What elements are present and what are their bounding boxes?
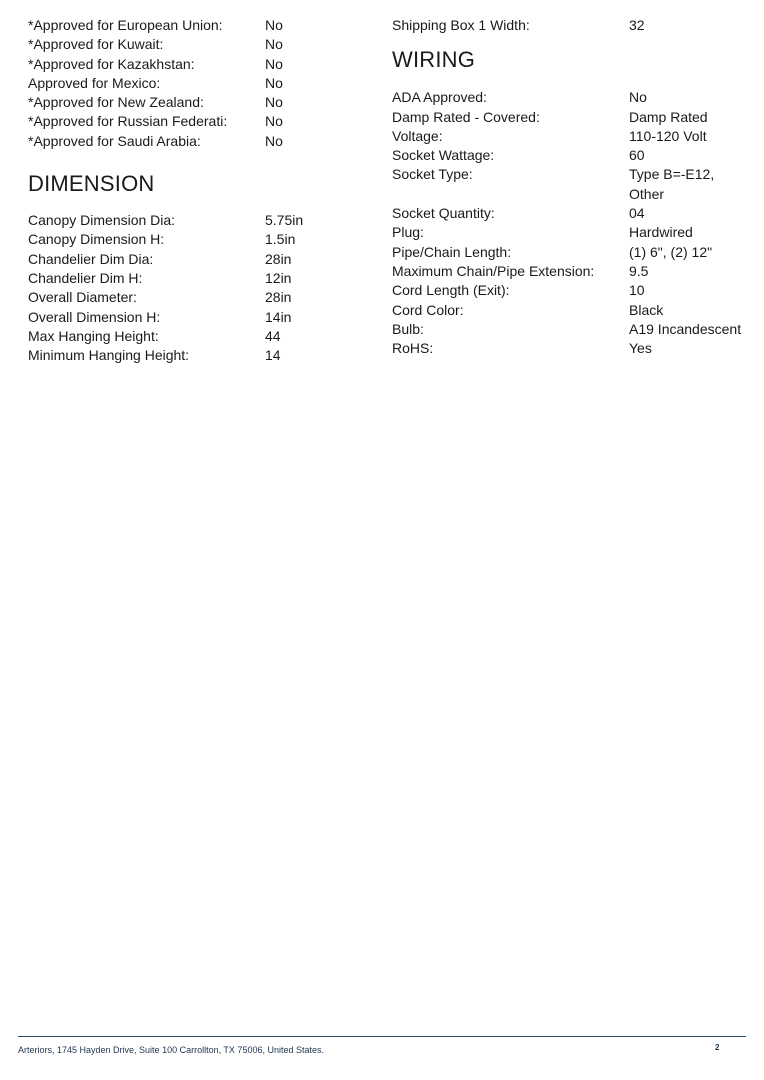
spec-label: Plug: — [392, 224, 424, 241]
spec-row — [392, 88, 752, 107]
spec-value: 5.75in — [265, 212, 304, 229]
page-number: 2 — [715, 1043, 720, 1052]
spec-label: Cord Length (Exit): — [392, 282, 510, 299]
spec-value: 14in — [265, 308, 292, 325]
spec-label: Maximum Chain/Pipe Extension: — [392, 262, 595, 279]
spec-value: 44 — [265, 327, 281, 344]
wiring-heading: WIRING — [392, 47, 476, 73]
spec-row — [28, 132, 368, 151]
spec-value: No — [265, 132, 283, 149]
spec-value: No — [265, 113, 283, 130]
spec-label: Chandelier Dim Dia: — [28, 250, 154, 267]
spec-label: Damp Rated - Covered: — [392, 108, 540, 125]
spec-value: 10 — [629, 282, 645, 299]
spec-value: 28in — [265, 250, 292, 267]
spec-label: RoHS: — [392, 340, 434, 357]
footer-address: Arteriors, 1745 Hayden Drive, Suite 100 Carrollton, TX 75006, United States. — [18, 1045, 324, 1055]
spec-row — [392, 165, 752, 204]
spec-row — [392, 16, 752, 35]
spec-row — [28, 250, 368, 269]
spec-label: ADA Approved: — [392, 89, 487, 106]
spec-label: Approved for Mexico: — [28, 74, 161, 91]
spec-row — [392, 108, 752, 127]
spec-label: Minimum Hanging Height: — [28, 347, 190, 364]
spec-value: 32 — [629, 17, 645, 33]
spec-label: Cord Color: — [392, 301, 464, 318]
dimension-heading: DIMENSION — [28, 171, 155, 197]
spec-row — [28, 308, 368, 327]
spec-row — [28, 112, 368, 131]
spec-row — [392, 204, 752, 223]
spec-value: Black — [629, 301, 664, 318]
spec-row — [392, 262, 752, 281]
spec-value: No — [265, 17, 283, 33]
wiring-list — [392, 88, 752, 358]
spec-row — [392, 320, 752, 339]
spec-value: 14 — [265, 347, 281, 364]
spec-value: 60 — [629, 147, 645, 164]
spec-row — [28, 327, 368, 346]
spec-value: Damp Rated — [629, 108, 708, 125]
spec-row — [392, 281, 752, 300]
spec-row — [28, 346, 368, 365]
spec-label: Max Hanging Height: — [28, 327, 159, 344]
spec-label: Socket Type: — [392, 166, 473, 183]
spec-label: Overall Dimension H: — [28, 308, 161, 325]
spec-value: Hardwired — [629, 224, 693, 241]
spec-value: Type B=-E12, Other — [629, 166, 715, 202]
spec-label: Socket Quantity: — [392, 205, 495, 222]
spec-label: Shipping Box 1 Width: — [392, 17, 530, 33]
spec-value: No — [265, 36, 283, 53]
spec-row — [392, 301, 752, 320]
spec-value: No — [629, 89, 647, 106]
spec-value: 04 — [629, 205, 645, 222]
spec-row — [28, 211, 368, 230]
spec-row — [392, 339, 752, 358]
spec-row — [28, 74, 368, 93]
spec-value: A19 Incandescent — [629, 320, 742, 337]
spec-value: 12in — [265, 269, 292, 286]
spec-value: Yes — [629, 340, 652, 357]
right-column — [392, 16, 752, 358]
spec-label: *Approved for Saudi Arabia: — [28, 132, 201, 149]
spec-value: 1.5in — [265, 231, 296, 248]
dimensions-list — [28, 211, 368, 365]
spec-label: Overall Diameter: — [28, 289, 137, 306]
shipping-list — [392, 16, 752, 35]
spec-label: *Approved for Russian Federati: — [28, 113, 228, 130]
spec-value: No — [265, 74, 283, 91]
approvals-list — [28, 16, 368, 151]
spec-label: *Approved for Kuwait: — [28, 36, 164, 53]
spec-label: *Approved for Kazakhstan: — [28, 55, 195, 72]
spec-row — [28, 230, 368, 249]
footer-divider — [18, 1036, 746, 1037]
spec-value: 28in — [265, 289, 292, 306]
spec-value: No — [265, 94, 283, 111]
spec-row — [28, 55, 368, 74]
spec-label: Pipe/Chain Length: — [392, 243, 512, 260]
left-column — [28, 16, 368, 365]
spec-row — [28, 269, 368, 288]
spec-label: Bulb: — [392, 320, 424, 337]
spec-value: No — [265, 55, 283, 72]
spec-row — [392, 243, 752, 262]
spec-label: Voltage: — [392, 127, 443, 144]
spec-value: (1) 6", (2) 12" — [629, 243, 713, 260]
spec-row — [28, 288, 368, 307]
spec-value: 110-120 Volt — [629, 127, 707, 144]
spec-label: *Approved for New Zealand: — [28, 94, 204, 111]
spec-row — [392, 127, 752, 146]
spec-row — [28, 35, 368, 54]
spec-row — [392, 146, 752, 165]
spec-label: Socket Wattage: — [392, 147, 495, 164]
spec-label: Canopy Dimension H: — [28, 231, 165, 248]
spec-label: *Approved for European Union: — [28, 17, 223, 33]
spec-label: Canopy Dimension Dia: — [28, 212, 176, 229]
spec-row — [28, 93, 368, 112]
spec-label: Chandelier Dim H: — [28, 269, 143, 286]
spec-row — [28, 16, 368, 35]
spec-value: 9.5 — [629, 262, 649, 279]
spec-row — [392, 223, 752, 242]
